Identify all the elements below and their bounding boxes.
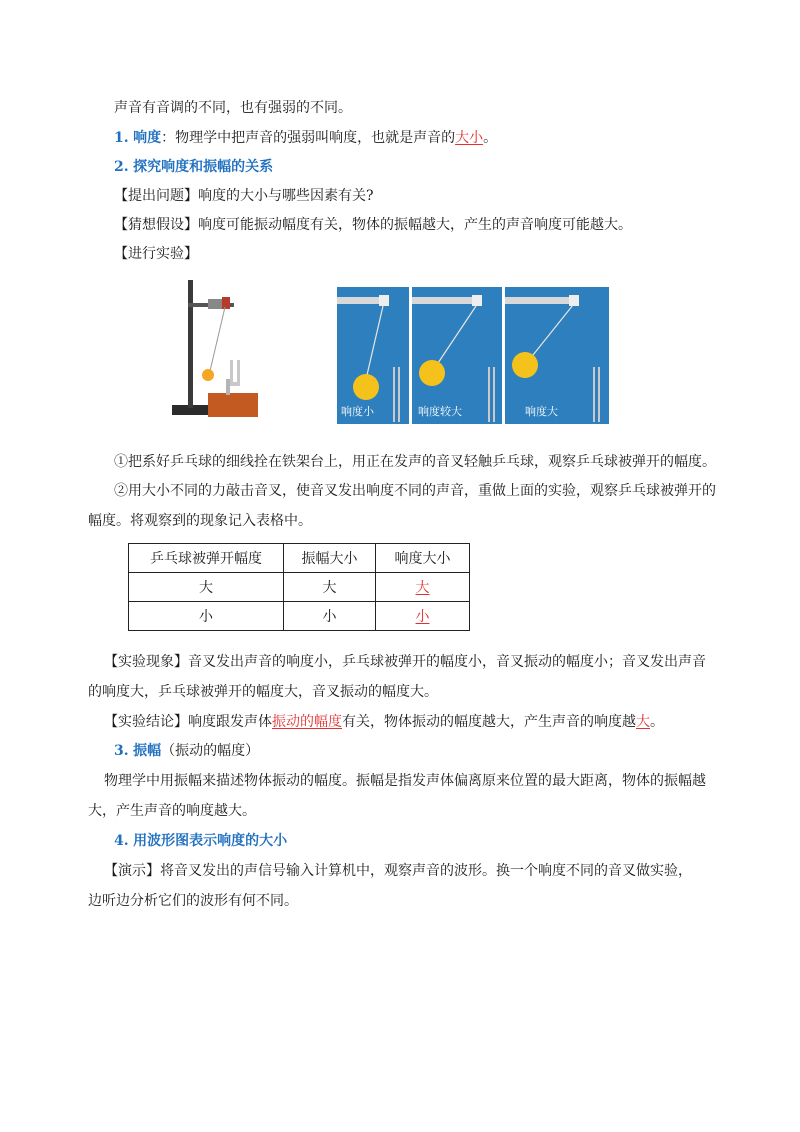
table-cell: 大 (284, 573, 376, 602)
conclusion-answer-2: 大 (636, 714, 650, 730)
hypothesis-text: 响度可能振动幅度有关，物体的振幅越大，产生的声音响度可能越大。 (198, 217, 632, 233)
table-header-cell: 乒乓球被弹开幅度 (129, 544, 284, 573)
panel-loud (505, 287, 609, 424)
panel-medium (412, 287, 502, 424)
observation-table (128, 543, 470, 631)
table-answer-cell: 大 (376, 573, 470, 602)
step-1-text: ①把系好乒乓球的细线拴在铁架台上，用正在发声的音叉轻触乒乓球，观察乒乓球被弹开的幅度。 (114, 454, 716, 470)
demo-text-a: 将音叉发出的声信号输入计算机中，观察声音的波形。换一个响度不同的音叉做实验， (160, 863, 692, 879)
table-cell: 大 (129, 573, 284, 602)
step-1 (114, 452, 716, 472)
hypothesis-line (114, 215, 632, 235)
panel-soft (337, 287, 409, 424)
section-1-answer: 大小 (455, 130, 484, 146)
section-1 (114, 128, 497, 148)
conclusion-label: 【实验结论】 (104, 714, 188, 730)
section-4-number: 4. (114, 833, 129, 849)
table-header-row (129, 544, 470, 573)
step-2-line-2 (88, 511, 312, 531)
section-3-text-a: 物理学中用振幅来描述物体振动的幅度。振幅是指发声体偏离原来位置的最大距离，物体的振幅越 (104, 773, 706, 789)
section-1-title: 响度 (133, 130, 162, 146)
table-header-cell: 响度大小 (376, 544, 470, 573)
section-3-text-b: 大，产生声音的响度越大。 (88, 803, 256, 819)
table-row (129, 573, 470, 602)
phenomenon-label: 【实验现象】 (104, 654, 188, 670)
conclusion-line (104, 712, 664, 732)
experiment-label: 【进行实验】 (114, 246, 198, 262)
conclusion-text-b: 有关，物体振动的幅度越大，产生声音的响度越 (342, 714, 636, 730)
conclusion-text-a: 响度跟发声体 (188, 714, 272, 730)
panel-medium-label: 响度较大 (418, 406, 462, 418)
table-cell: 小 (129, 602, 284, 631)
hypothesis-label: 【猜想假设】 (114, 217, 198, 233)
conclusion-answer-1: 振动的幅度 (272, 714, 342, 730)
section-1-text-a: ：物理学中把声音的强弱叫响度，也就是声音的 (161, 130, 456, 146)
apparatus-illustration (168, 275, 270, 425)
panel-soft-label: 响度小 (341, 406, 374, 418)
section-2-heading (114, 157, 273, 177)
step-2-line-1 (114, 481, 716, 501)
section-4-title: 用波形图表示响度的大小 (133, 833, 288, 849)
phenomenon-line-1 (104, 652, 706, 672)
table-cell: 小 (284, 602, 376, 631)
conclusion-text-c: 。 (650, 714, 664, 730)
experiment-label-line (114, 244, 198, 264)
section-3-subtitle: （振动的幅度） (161, 743, 260, 759)
section-3-line-2 (88, 801, 256, 821)
section-3-line-1 (104, 771, 706, 791)
question-text: 响度的大小与哪些因素有关? (198, 188, 374, 204)
intro-text (114, 98, 352, 118)
table-answer-cell: 小 (376, 602, 470, 631)
section-1-number: 1. (114, 130, 129, 146)
phenomenon-line-2 (88, 682, 438, 702)
section-3-title: 振幅 (133, 743, 162, 759)
step-2-text-b: 幅度。将观察到的现象记入表格中。 (88, 513, 312, 529)
section-3-heading (114, 741, 259, 761)
table-row (129, 602, 470, 631)
demo-line-2 (88, 891, 298, 911)
question-line (114, 186, 374, 206)
panel-loud-label: 响度大 (525, 406, 558, 418)
demo-line-1 (104, 861, 692, 881)
section-2-title: 探究响度和振幅的关系 (133, 159, 274, 175)
demo-label: 【演示】 (104, 863, 160, 879)
section-2-number: 2. (114, 159, 129, 175)
intro-sentence: 声音有音调的不同，也有强弱的不同。 (114, 100, 352, 116)
step-2-text-a: ②用大小不同的力敲击音叉，使音叉发出响度不同的声音，重做上面的实验，观察乒乓球被弹开的 (114, 483, 716, 499)
section-4-heading (114, 831, 287, 851)
question-label: 【提出问题】 (114, 188, 198, 204)
phenomenon-text-a: 音叉发出声音的响度小，乒乓球被弹开的幅度小，音叉振动的幅度小；音叉发出声音 (188, 654, 706, 670)
section-1-text-b: 。 (483, 130, 498, 146)
demo-text-b: 边听边分析它们的波形有何不同。 (88, 893, 298, 909)
section-3-number: 3. (114, 743, 129, 759)
table-header-cell: 振幅大小 (284, 544, 376, 573)
phenomenon-text-b: 的响度大，乒乓球被弹开的幅度大，音叉振动的幅度大。 (88, 684, 438, 700)
